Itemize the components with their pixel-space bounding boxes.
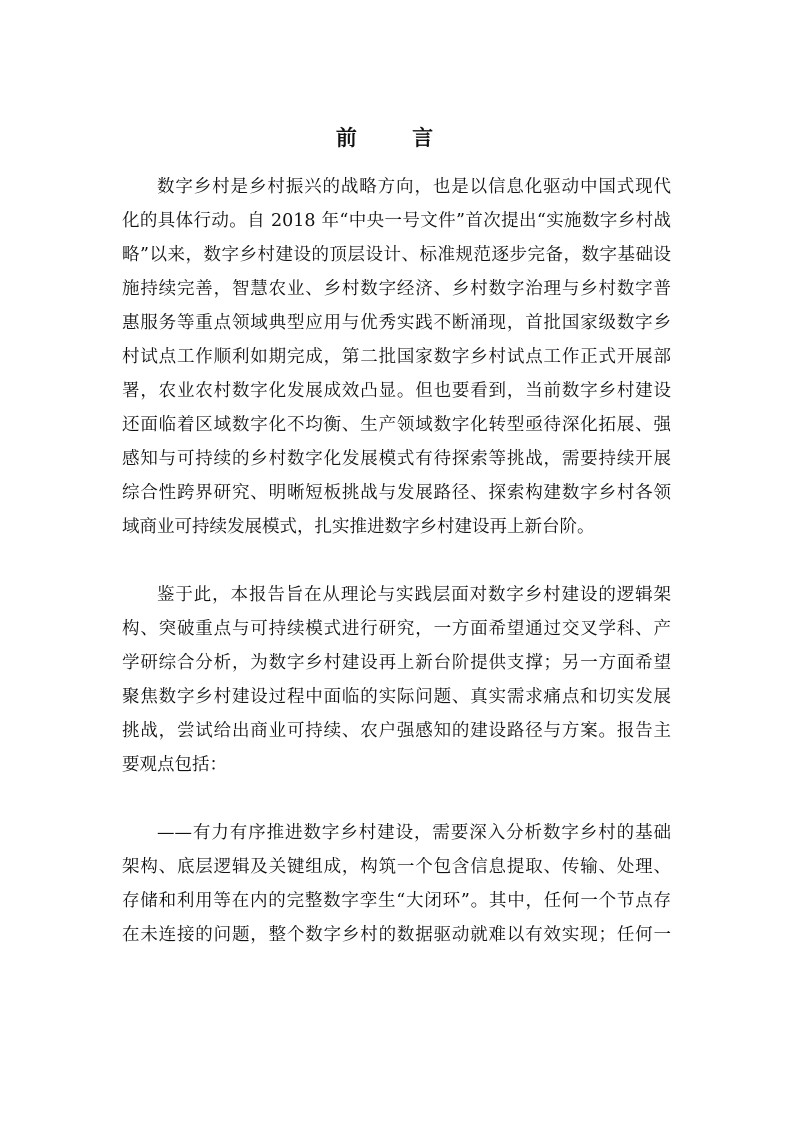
paragraph-2-line-5: 挑战，尝试给出商业可持续、农户强感知的建设路径与方案。报告主 bbox=[122, 721, 671, 741]
paragraph-1-line-5: 惠服务等重点领域典型应用与优秀实践不断涌现，首批国家级数字乡 bbox=[122, 313, 671, 333]
paragraph-3-line-2: 架构、底层逻辑及关键组成，构筑一个包含信息提取、传输、处理、 bbox=[122, 857, 671, 877]
paragraph-1-line-4: 施持续完善，智慧农业、乡村数字经济、乡村数字治理与乡村数字普 bbox=[122, 279, 671, 299]
paragraph-3-line-1: ——有力有序推进数字乡村建设，需要深入分析数字乡村的基础 bbox=[157, 823, 671, 843]
paragraph-1-line-10: 综合性跨界研究、明晰短板挑战与发展路径、探索构建数字乡村各领 bbox=[122, 483, 671, 503]
paragraph-1-line-7: 署，农业农村数字化发展成效凸显。但也要看到，当前数字乡村建设 bbox=[122, 381, 671, 401]
paragraph-2-line-3: 学研综合分析，为数字乡村建设再上新台阶提供支撑；另一方面希望 bbox=[122, 653, 671, 673]
paragraph-1-line-3: 略”以来，数字乡村建设的顶层设计、标准规范逐步完备，数字基础设 bbox=[122, 245, 671, 265]
paragraph-2-line-4: 聚焦数字乡村建设过程中面临的实际问题、真实需求痛点和切实发展 bbox=[122, 687, 671, 707]
paragraph-2-line-1: 鉴于此，本报告旨在从理论与实践层面对数字乡村建设的逻辑架 bbox=[157, 585, 671, 605]
paragraph-3-line-4: 在未连接的问题，整个数字乡村的数据驱动就难以有效实现；任何一 bbox=[122, 925, 671, 945]
paragraph-1-line-9: 感知与可持续的乡村数字化发展模式有待探索等挑战，需要持续开展 bbox=[122, 449, 671, 469]
paragraph-3-line-3: 存储和利用等在内的完整数字孪生“大闭环”。其中，任何一个节点存 bbox=[122, 891, 671, 911]
paragraph-1-line-8: 还面临着区域数字化不均衡、生产领域数字化转型亟待深化拓展、强 bbox=[122, 415, 671, 435]
page-title: 前 言 bbox=[335, 125, 458, 150]
paragraph-1-line-2: 化的具体行动。自 2018 年“中央一号文件”首次提出“实施数字乡村战 bbox=[122, 211, 671, 231]
paragraph-2-line-6: 要观点包括： bbox=[122, 755, 227, 775]
paragraph-1-line-11: 域商业可持续发展模式，扎实推进数字乡村建设再上新台阶。 bbox=[122, 517, 595, 537]
paragraph-1-line-6: 村试点工作顺利如期完成，第二批国家数字乡村试点工作正式开展部 bbox=[122, 347, 671, 367]
paragraph-1-line-1: 数字乡村是乡村振兴的战略方向，也是以信息化驱动中国式现代 bbox=[157, 177, 671, 197]
paragraph-2-line-2: 构、突破重点与可持续模式进行研究，一方面希望通过交叉学科、产 bbox=[122, 619, 671, 639]
